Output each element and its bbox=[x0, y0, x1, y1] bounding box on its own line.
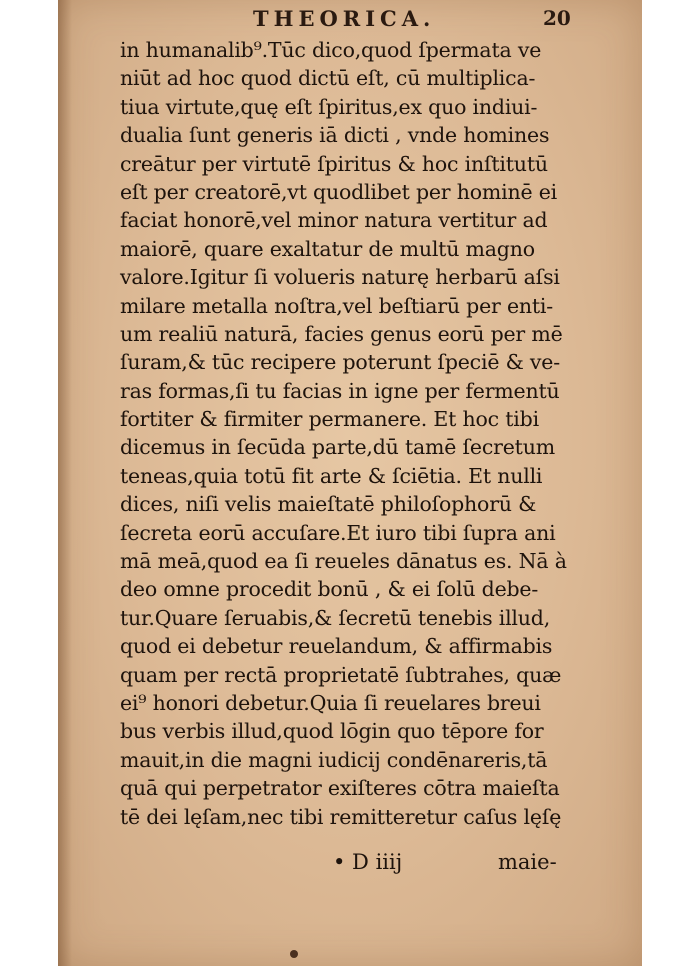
page-header bbox=[58, 4, 642, 34]
text-line: ras formas,ſi tu facias in igne per fermentū bbox=[120, 378, 560, 403]
book-page bbox=[58, 0, 642, 966]
running-title: THEORICA. bbox=[253, 6, 436, 31]
catchword: maie- bbox=[498, 850, 557, 874]
text-line: mā meā,quod ea ſi reueles dānatus es. Nā à bbox=[120, 549, 567, 574]
text-line: dicemus in ſecūda parte,dū tamē ſecretum bbox=[120, 435, 555, 460]
body-text bbox=[120, 36, 580, 831]
text-line: fortiter & firmiter permanere. Et hoc tibi bbox=[120, 407, 539, 432]
text-line: tur.Quare ſeruabis,& ſecretū tenebis illud, bbox=[120, 605, 551, 630]
page-footer bbox=[58, 850, 642, 880]
text-line: dices, niſi velis maieſtatē philoſophorū & bbox=[120, 492, 537, 517]
signature-mark: • D iiij bbox=[333, 850, 403, 874]
text-line: quā qui perpetrator exiſteres cōtra maieſta bbox=[120, 776, 560, 801]
text-line: niūt ad hoc quod dictū eſt, cū multiplica- bbox=[120, 66, 536, 91]
text-line: ſuram,& tūc recipere poterunt ſpeciē & ve- bbox=[120, 350, 560, 375]
text-line: ſecreta eorū accuſare.Et iuro tibi ſupra ani bbox=[120, 520, 556, 545]
text-line: in humanalib⁹.Tūc dico,quod ſpermata ve bbox=[120, 38, 542, 62]
text-line: quam per rectā proprietatē ſubtrahes, quæ bbox=[120, 662, 562, 687]
text-line: tiua virtute,quę eſt ſpiritus,ex quo indiui- bbox=[120, 94, 538, 119]
ink-spot bbox=[290, 950, 298, 958]
text-line: deo omne procedit bonū , & ei ſolū debe- bbox=[120, 577, 539, 602]
text-line: creātur per virtutē ſpiritus & hoc inſtitutū bbox=[120, 151, 548, 176]
text-line: valore.Igitur ſi volueris naturę herbarū aſsi bbox=[120, 265, 560, 290]
text-line: faciat honorē,vel minor natura vertitur ad bbox=[120, 208, 548, 233]
text-line: tē dei lęſam,nec tibi remitteretur caſus lęſę bbox=[120, 804, 562, 829]
text-line: quod ei debetur reuelandum, & affirmabis bbox=[120, 634, 553, 659]
page-number: 20 bbox=[543, 6, 571, 30]
page-gutter bbox=[58, 0, 72, 966]
text-line: mauit,in die magni iudicij condēnareris,tā bbox=[120, 747, 548, 772]
text-line: maiorē, quare exaltatur de multū magno bbox=[120, 236, 535, 261]
text-line: eſt per creatorē,vt quodlibet per hominē ei bbox=[120, 179, 558, 204]
text-line: milare metalla noſtra,vel beſtiarū per enti- bbox=[120, 293, 554, 318]
text-line: dualia ſunt generis iā dicti , vnde homines bbox=[120, 123, 550, 148]
text-line: teneas,quia totū fit arte & ſciētia. Et nulli bbox=[120, 463, 543, 488]
text-line: um realiū naturā, facies genus eorū per mē bbox=[120, 321, 563, 346]
text-line: ei⁹ honori debetur.Quia ſi reuelares breui bbox=[120, 690, 541, 715]
text-line: bus verbis illud,quod lōgin quo tēpore for bbox=[120, 719, 544, 744]
